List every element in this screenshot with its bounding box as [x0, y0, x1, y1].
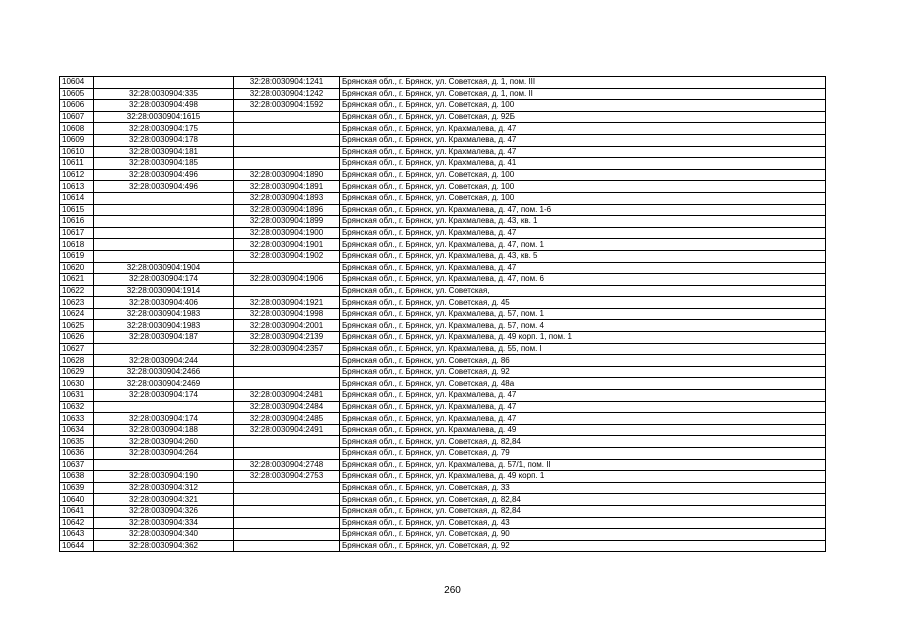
table-row [60, 123, 826, 135]
cadastral-number-cell: 32:28:0030904:1901 [234, 239, 340, 251]
parent-cadastral-number-cell: 32:28:0030904:496 [94, 169, 234, 181]
address-cell: Брянская обл., г. Брянск, ул. Советская, д. 1, пом. II [340, 88, 826, 100]
cadastral-number-cell [234, 378, 340, 390]
parent-cadastral-number-cell [94, 77, 234, 89]
row-number-cell: 10607 [60, 111, 94, 123]
cadastral-number-cell: 32:28:0030904:2491 [234, 424, 340, 436]
row-number-cell: 10614 [60, 192, 94, 204]
cadastral-number-cell [234, 448, 340, 460]
parent-cadastral-number-cell: 32:28:0030904:1983 [94, 308, 234, 320]
row-number-cell: 10633 [60, 413, 94, 425]
address-cell: Брянская обл., г. Брянск, ул. Советская, д. 79 [340, 448, 826, 460]
address-cell: Брянская обл., г. Брянск, ул. Советская, д. 86 [340, 355, 826, 367]
address-cell: Брянская обл., г. Брянск, ул. Крахмалева, д. 47 [340, 262, 826, 274]
parent-cadastral-number-cell [94, 239, 234, 251]
parent-cadastral-number-cell: 32:28:0030904:1904 [94, 262, 234, 274]
row-number-cell: 10615 [60, 204, 94, 216]
cadastral-number-cell: 32:28:0030904:2139 [234, 332, 340, 344]
table-row [60, 413, 826, 425]
table-row [60, 250, 826, 262]
cadastral-number-cell [234, 146, 340, 158]
table-row [60, 424, 826, 436]
cadastral-number-cell [234, 111, 340, 123]
table-row [60, 494, 826, 506]
address-cell: Брянская обл., г. Брянск, ул. Крахмалева, д. 49 корп. 1, пом. 1 [340, 332, 826, 344]
table-row [60, 366, 826, 378]
row-number-cell: 10612 [60, 169, 94, 181]
row-number-cell: 10641 [60, 505, 94, 517]
parent-cadastral-number-cell: 32:28:0030904:326 [94, 505, 234, 517]
parent-cadastral-number-cell: 32:28:0030904:178 [94, 134, 234, 146]
address-cell: Брянская обл., г. Брянск, ул. Крахмалева, д. 47, пом. 1 [340, 239, 826, 251]
cadastral-number-cell [234, 540, 340, 552]
row-number-cell: 10617 [60, 227, 94, 239]
parent-cadastral-number-cell: 32:28:0030904:321 [94, 494, 234, 506]
row-number-cell: 10628 [60, 355, 94, 367]
row-number-cell: 10635 [60, 436, 94, 448]
table-row [60, 505, 826, 517]
table-row [60, 146, 826, 158]
parent-cadastral-number-cell: 32:28:0030904:312 [94, 482, 234, 494]
cadastral-number-cell [234, 366, 340, 378]
address-cell: Брянская обл., г. Брянск, ул. Советская, д. 90 [340, 529, 826, 541]
table-row [60, 274, 826, 286]
cadastral-number-cell: 32:28:0030904:1242 [234, 88, 340, 100]
parent-cadastral-number-cell [94, 459, 234, 471]
cadastral-number-cell: 32:28:0030904:1899 [234, 216, 340, 228]
address-cell: Брянская обл., г. Брянск, ул. Крахмалева, д. 47 [340, 134, 826, 146]
cadastral-number-cell: 32:28:0030904:1998 [234, 308, 340, 320]
cadastral-number-cell [234, 436, 340, 448]
cadastral-number-cell: 32:28:0030904:1900 [234, 227, 340, 239]
row-number-cell: 10608 [60, 123, 94, 135]
cadastral-number-cell [234, 494, 340, 506]
table-row [60, 448, 826, 460]
parent-cadastral-number-cell: 32:28:0030904:174 [94, 413, 234, 425]
parent-cadastral-number-cell: 32:28:0030904:335 [94, 88, 234, 100]
address-cell: Брянская обл., г. Брянск, ул. Советская, д. 82,84 [340, 436, 826, 448]
address-cell: Брянская обл., г. Брянск, ул. Крахмалева, д. 47 [340, 401, 826, 413]
table-row [60, 320, 826, 332]
parent-cadastral-number-cell [94, 401, 234, 413]
cadastral-number-cell: 32:28:0030904:1902 [234, 250, 340, 262]
row-number-cell: 10626 [60, 332, 94, 344]
address-cell: Брянская обл., г. Брянск, ул. Советская, д. 45 [340, 297, 826, 309]
parent-cadastral-number-cell: 32:28:0030904:1983 [94, 320, 234, 332]
parent-cadastral-number-cell: 32:28:0030904:187 [94, 332, 234, 344]
row-number-cell: 10604 [60, 77, 94, 89]
cadastral-number-cell [234, 529, 340, 541]
parent-cadastral-number-cell: 32:28:0030904:244 [94, 355, 234, 367]
parent-cadastral-number-cell: 32:28:0030904:2469 [94, 378, 234, 390]
parent-cadastral-number-cell: 32:28:0030904:1914 [94, 285, 234, 297]
table-row [60, 436, 826, 448]
parent-cadastral-number-cell [94, 343, 234, 355]
address-cell: Брянская обл., г. Брянск, ул. Крахмалева, д. 47 [340, 227, 826, 239]
row-number-cell: 10623 [60, 297, 94, 309]
cadastral-number-cell [234, 158, 340, 170]
address-cell: Брянская обл., г. Брянск, ул. Советская, д. 100 [340, 100, 826, 112]
table-row [60, 540, 826, 552]
parent-cadastral-number-cell [94, 192, 234, 204]
table-row [60, 88, 826, 100]
row-number-cell: 10636 [60, 448, 94, 460]
address-cell: Брянская обл., г. Брянск, ул. Советская, д. 43 [340, 517, 826, 529]
parent-cadastral-number-cell: 32:28:0030904:174 [94, 274, 234, 286]
row-number-cell: 10618 [60, 239, 94, 251]
table-row [60, 192, 826, 204]
parent-cadastral-number-cell [94, 216, 234, 228]
row-number-cell: 10622 [60, 285, 94, 297]
table-row [60, 308, 826, 320]
row-number-cell: 10630 [60, 378, 94, 390]
cadastral-number-cell: 32:28:0030904:2753 [234, 471, 340, 483]
cadastral-number-cell: 32:28:0030904:1896 [234, 204, 340, 216]
table-row [60, 517, 826, 529]
cadastral-number-cell: 32:28:0030904:2481 [234, 390, 340, 402]
row-number-cell: 10609 [60, 134, 94, 146]
address-cell: Брянская обл., г. Брянск, ул. Советская, [340, 285, 826, 297]
row-number-cell: 10629 [60, 366, 94, 378]
table-row [60, 355, 826, 367]
table-row [60, 204, 826, 216]
cadastral-number-cell [234, 262, 340, 274]
table-row [60, 332, 826, 344]
address-cell: Брянская обл., г. Брянск, ул. Советская, д. 92Б [340, 111, 826, 123]
row-number-cell: 10634 [60, 424, 94, 436]
cadastral-number-cell [234, 517, 340, 529]
cadastral-table [59, 76, 826, 552]
row-number-cell: 10637 [60, 459, 94, 471]
cadastral-number-cell: 32:28:0030904:2001 [234, 320, 340, 332]
address-cell: Брянская обл., г. Брянск, ул. Крахмалева, д. 49 корп. 1 [340, 471, 826, 483]
address-cell: Брянская обл., г. Брянск, ул. Крахмалева, д. 55, пом. I [340, 343, 826, 355]
table-row [60, 100, 826, 112]
address-cell: Брянская обл., г. Брянск, ул. Крахмалева, д. 43, кв. 5 [340, 250, 826, 262]
address-cell: Брянская обл., г. Брянск, ул. Советская, д. 33 [340, 482, 826, 494]
table-row [60, 390, 826, 402]
cadastral-number-cell [234, 285, 340, 297]
parent-cadastral-number-cell: 32:28:0030904:334 [94, 517, 234, 529]
cadastral-number-cell [234, 134, 340, 146]
cadastral-number-cell: 32:28:0030904:1890 [234, 169, 340, 181]
row-number-cell: 10639 [60, 482, 94, 494]
table-row [60, 529, 826, 541]
parent-cadastral-number-cell: 32:28:0030904:498 [94, 100, 234, 112]
table-row [60, 239, 826, 251]
table-row [60, 297, 826, 309]
row-number-cell: 10610 [60, 146, 94, 158]
table-row [60, 134, 826, 146]
address-cell: Брянская обл., г. Брянск, ул. Крахмалева, д. 57/1, пом. II [340, 459, 826, 471]
table-row [60, 401, 826, 413]
parent-cadastral-number-cell [94, 227, 234, 239]
parent-cadastral-number-cell: 32:28:0030904:1615 [94, 111, 234, 123]
address-cell: Брянская обл., г. Брянск, ул. Советская, д. 100 [340, 169, 826, 181]
cadastral-number-cell: 32:28:0030904:2485 [234, 413, 340, 425]
table-body [60, 77, 826, 552]
table-row [60, 216, 826, 228]
row-number-cell: 10627 [60, 343, 94, 355]
parent-cadastral-number-cell: 32:28:0030904:496 [94, 181, 234, 193]
parent-cadastral-number-cell: 32:28:0030904:406 [94, 297, 234, 309]
row-number-cell: 10643 [60, 529, 94, 541]
address-cell: Брянская обл., г. Брянск, ул. Советская, д. 92 [340, 540, 826, 552]
address-cell: Брянская обл., г. Брянск, ул. Крахмалева, д. 47, пом. 1-6 [340, 204, 826, 216]
page-number: 260 [444, 585, 461, 596]
cadastral-number-cell [234, 482, 340, 494]
parent-cadastral-number-cell: 32:28:0030904:190 [94, 471, 234, 483]
address-cell: Брянская обл., г. Брянск, ул. Советская, д. 82,84 [340, 494, 826, 506]
cadastral-number-cell: 32:28:0030904:1893 [234, 192, 340, 204]
table-row [60, 158, 826, 170]
cadastral-number-cell [234, 355, 340, 367]
table-row [60, 459, 826, 471]
address-cell: Брянская обл., г. Брянск, ул. Крахмалева, д. 47 [340, 413, 826, 425]
table-row [60, 77, 826, 89]
cadastral-number-cell [234, 123, 340, 135]
table-row [60, 181, 826, 193]
parent-cadastral-number-cell: 32:28:0030904:264 [94, 448, 234, 460]
address-cell: Брянская обл., г. Брянск, ул. Советская, д. 82,84 [340, 505, 826, 517]
row-number-cell: 10613 [60, 181, 94, 193]
table-row [60, 471, 826, 483]
parent-cadastral-number-cell: 32:28:0030904:340 [94, 529, 234, 541]
row-number-cell: 10631 [60, 390, 94, 402]
row-number-cell: 10611 [60, 158, 94, 170]
cadastral-number-cell [234, 505, 340, 517]
address-cell: Брянская обл., г. Брянск, ул. Советская, д. 100 [340, 192, 826, 204]
parent-cadastral-number-cell: 32:28:0030904:362 [94, 540, 234, 552]
address-cell: Брянская обл., г. Брянск, ул. Крахмалева, д. 41 [340, 158, 826, 170]
address-cell: Брянская обл., г. Брянск, ул. Крахмалева, д. 49 [340, 424, 826, 436]
parent-cadastral-number-cell: 32:28:0030904:174 [94, 390, 234, 402]
parent-cadastral-number-cell [94, 204, 234, 216]
address-cell: Брянская обл., г. Брянск, ул. Крахмалева, д. 47 [340, 390, 826, 402]
row-number-cell: 10620 [60, 262, 94, 274]
address-cell: Брянская обл., г. Брянск, ул. Советская, д. 100 [340, 181, 826, 193]
row-number-cell: 10606 [60, 100, 94, 112]
row-number-cell: 10642 [60, 517, 94, 529]
table-row [60, 227, 826, 239]
table-row [60, 111, 826, 123]
table-row [60, 169, 826, 181]
address-cell: Брянская обл., г. Брянск, ул. Крахмалева, д. 57, пом. 1 [340, 308, 826, 320]
cadastral-number-cell: 32:28:0030904:1921 [234, 297, 340, 309]
row-number-cell: 10640 [60, 494, 94, 506]
parent-cadastral-number-cell: 32:28:0030904:181 [94, 146, 234, 158]
table-row [60, 378, 826, 390]
cadastral-number-cell: 32:28:0030904:2484 [234, 401, 340, 413]
address-cell: Брянская обл., г. Брянск, ул. Советская, д. 48а [340, 378, 826, 390]
parent-cadastral-number-cell [94, 250, 234, 262]
address-cell: Брянская обл., г. Брянск, ул. Крахмалева, д. 47 [340, 123, 826, 135]
table-row [60, 262, 826, 274]
cadastral-number-cell: 32:28:0030904:1891 [234, 181, 340, 193]
address-cell: Брянская обл., г. Брянск, ул. Крахмалева, д. 47, пом. 6 [340, 274, 826, 286]
row-number-cell: 10638 [60, 471, 94, 483]
address-cell: Брянская обл., г. Брянск, ул. Крахмалева, д. 47 [340, 146, 826, 158]
cadastral-number-cell: 32:28:0030904:2748 [234, 459, 340, 471]
row-number-cell: 10632 [60, 401, 94, 413]
table-row [60, 285, 826, 297]
row-number-cell: 10621 [60, 274, 94, 286]
parent-cadastral-number-cell: 32:28:0030904:260 [94, 436, 234, 448]
row-number-cell: 10616 [60, 216, 94, 228]
parent-cadastral-number-cell: 32:28:0030904:185 [94, 158, 234, 170]
parent-cadastral-number-cell: 32:28:0030904:2466 [94, 366, 234, 378]
row-number-cell: 10605 [60, 88, 94, 100]
cadastral-number-cell: 32:28:0030904:1906 [234, 274, 340, 286]
address-cell: Брянская обл., г. Брянск, ул. Советская, д. 1, пом. III [340, 77, 826, 89]
table-row [60, 343, 826, 355]
cadastral-number-cell: 32:28:0030904:2357 [234, 343, 340, 355]
address-cell: Брянская обл., г. Брянск, ул. Крахмалева, д. 43, кв. 1 [340, 216, 826, 228]
row-number-cell: 10619 [60, 250, 94, 262]
cadastral-number-cell: 32:28:0030904:1241 [234, 77, 340, 89]
row-number-cell: 10625 [60, 320, 94, 332]
parent-cadastral-number-cell: 32:28:0030904:188 [94, 424, 234, 436]
row-number-cell: 10644 [60, 540, 94, 552]
row-number-cell: 10624 [60, 308, 94, 320]
cadastral-number-cell: 32:28:0030904:1592 [234, 100, 340, 112]
address-cell: Брянская обл., г. Брянск, ул. Крахмалева, д. 57, пом. 4 [340, 320, 826, 332]
address-cell: Брянская обл., г. Брянск, ул. Советская, д. 92 [340, 366, 826, 378]
parent-cadastral-number-cell: 32:28:0030904:175 [94, 123, 234, 135]
table-row [60, 482, 826, 494]
